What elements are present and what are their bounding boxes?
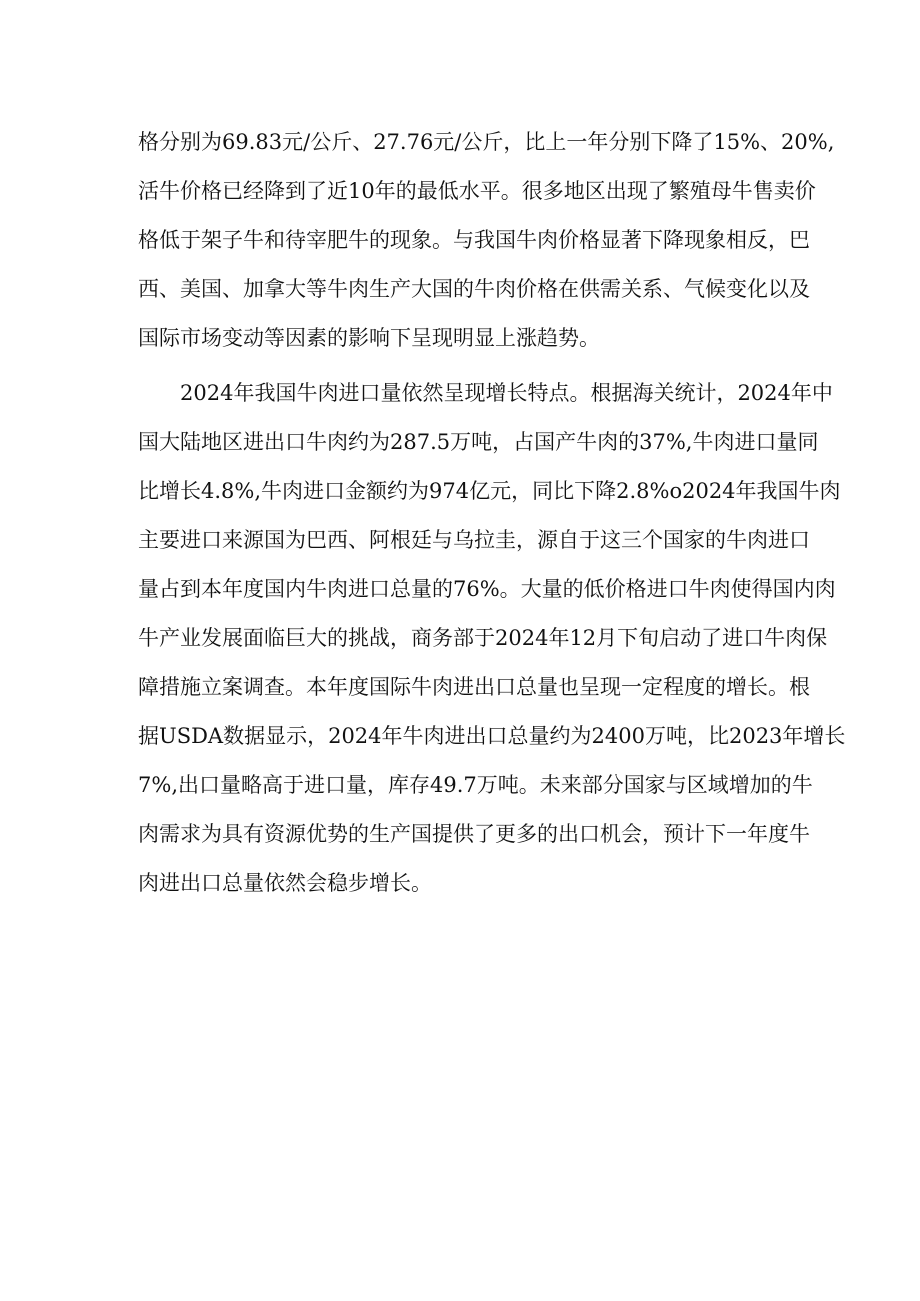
- text-line: 国大陆地区进出口牛肉约为287.5万吨，占国产牛肉的37%,牛肉进口量同: [138, 430, 819, 454]
- text-line: 据USDA数据显示，2024年牛肉进出口总量约为2400万吨，比2023年增长: [138, 724, 846, 748]
- text-line: 2024年我国牛肉进口量依然呈现增长特点。根据海关统计，2024年中: [138, 381, 833, 405]
- text-line: 主要进口来源国为巴西、阿根廷与乌拉圭，源自于这三个国家的牛肉进口: [138, 528, 810, 552]
- text-line: 肉需求为具有资源优势的生产国提供了更多的出口机会，预计下一年度牛: [138, 822, 810, 846]
- text-line: 西、美国、加拿大等牛肉生产大国的牛肉价格在供需关系、气候变化以及: [138, 277, 810, 301]
- paragraph-2: [138, 369, 846, 908]
- text-line: 比增长4.8%,牛肉进口金额约为974亿元，同比下降2.8%o2024年我国牛肉: [138, 479, 841, 503]
- text-line: 国际市场变动等因素的影响下呈现明显上涨趋势。: [138, 326, 600, 350]
- paragraph-1: [138, 118, 835, 363]
- text-line: 障措施立案调查。本年度国际牛肉进出口总量也呈现一定程度的增长。根: [138, 675, 810, 699]
- text-line: 量占到本年度国内牛肉进口总量的76%。大量的低价格进口牛肉使得国内肉: [138, 577, 836, 601]
- text-line: 格分别为69.83元/公斤、27.76元/公斤，比上一年分别下降了15%、20%,: [138, 130, 835, 154]
- text-line: 牛产业发展面临巨大的挑战，商务部于2024年12月下旬启动了进口牛肉保: [138, 626, 828, 650]
- text-line: 肉进出口总量依然会稳步增长。: [138, 871, 432, 895]
- text-line: 格低于架子牛和待宰肥牛的现象。与我国牛肉价格显著下降现象相反，巴: [138, 228, 810, 252]
- document-body: [138, 118, 846, 908]
- text-line: 7%,出口量略高于进口量，库存49.7万吨。未来部分国家与区域增加的牛: [138, 773, 813, 797]
- text-line: 活牛价格已经降到了近10年的最低水平。很多地区出现了繁殖母牛售卖价: [138, 179, 816, 203]
